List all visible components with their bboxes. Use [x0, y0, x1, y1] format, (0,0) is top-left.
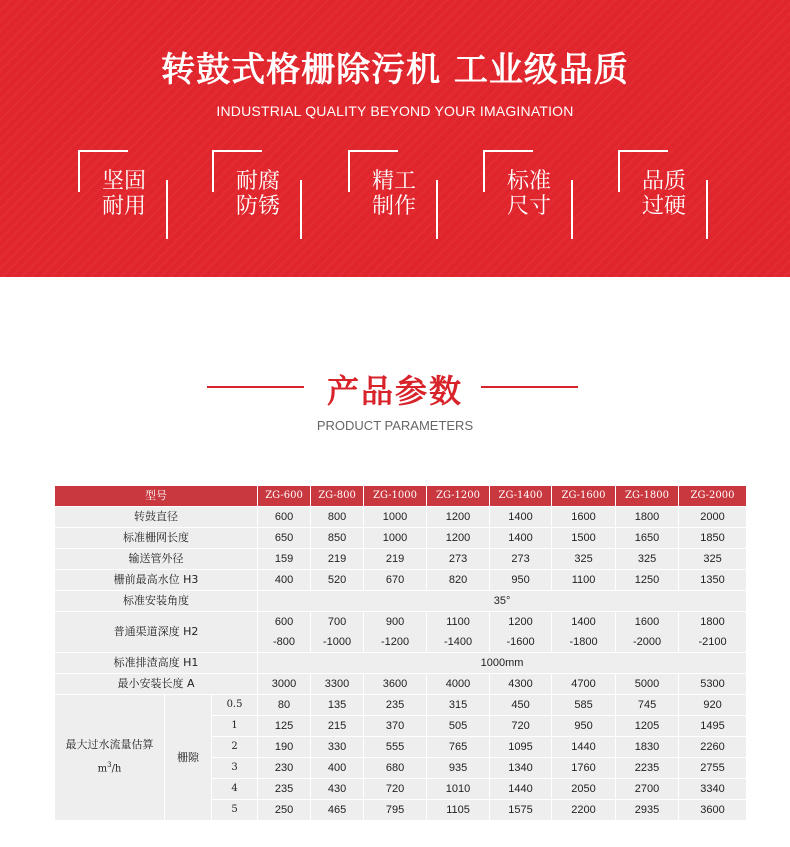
depth-max: -800 — [273, 636, 296, 648]
table-cell: 190 — [258, 737, 310, 757]
depth-max: -1800 — [569, 636, 598, 648]
parameter-table — [54, 485, 747, 821]
table-cell: 3600 — [679, 800, 746, 820]
table-cell: 250 — [258, 800, 310, 820]
table-cell: 795 — [364, 800, 426, 820]
gap-value: 2 — [212, 737, 257, 757]
depth-min: 700 — [327, 616, 347, 628]
table-cell: 2700 — [616, 779, 678, 799]
depth-min: 1200 — [508, 616, 533, 628]
table-cell: 219 — [364, 549, 426, 569]
depth-max: -1400 — [443, 636, 473, 648]
table-cell: 219 — [311, 549, 363, 569]
table-cell: 670 — [364, 570, 426, 590]
depth-min: 600 — [274, 616, 294, 628]
depth-min: 1400 — [571, 616, 596, 628]
table-row — [55, 549, 746, 569]
feature-label-line1: 标准 — [506, 169, 551, 194]
table-cell: 1830 — [616, 737, 678, 757]
row-label: 标准安装角度 — [55, 591, 257, 611]
header-model: ZG-800 — [311, 486, 363, 506]
table-cell: 680 — [364, 758, 426, 778]
table-cell: 3600 — [364, 674, 426, 694]
gap-value: 1 — [212, 716, 257, 736]
table-cell: 450 — [490, 695, 551, 715]
gap-value: 5 — [212, 800, 257, 820]
table-cell: 400 — [311, 758, 363, 778]
flow-label — [55, 695, 164, 820]
hero-banner — [0, 0, 790, 277]
table-cell: 1760 — [552, 758, 615, 778]
feature-label-line1: 品质 — [641, 169, 686, 194]
section-subtitle: PRODUCT PARAMETERS — [316, 418, 474, 433]
depth-max: -1000 — [322, 636, 352, 648]
table-cell: 1400 — [490, 507, 551, 527]
table-cell: 950 — [552, 716, 615, 736]
table-cell: 1340 — [490, 758, 551, 778]
table-cell: 2000 — [679, 507, 746, 527]
table-cell: 1200 — [427, 528, 489, 548]
flow-label-text: 最大过水流量估算 — [65, 738, 154, 752]
discharge-height-value: 1000mm — [258, 653, 746, 673]
feature-label-line2: 耐用 — [101, 194, 146, 219]
flow-unit-exp: 3 — [107, 761, 112, 770]
gap-value: 3 — [212, 758, 257, 778]
table-row — [55, 570, 746, 590]
banner-title: 转鼓式格栅除污机 工业级品质 — [161, 50, 629, 90]
row-label: 普通渠道深度 H2 — [55, 612, 257, 652]
table-cell: 520 — [311, 570, 363, 590]
depth-min: 1600 — [634, 616, 660, 628]
row-label: 输送管外径 — [55, 549, 257, 569]
table-row — [55, 612, 746, 652]
depth-min: 900 — [385, 616, 405, 628]
depth-max: -2100 — [698, 636, 727, 648]
table-cell: 600 — [258, 507, 310, 527]
table-cell: 1850 — [679, 528, 746, 548]
table-cell: 1000 — [364, 507, 426, 527]
table-cell: 4700 — [552, 674, 615, 694]
table-cell: 720 — [364, 779, 426, 799]
gap-label: 栅隙 — [165, 695, 211, 820]
table-cell: 135 — [311, 695, 363, 715]
table-cell: 5000 — [616, 674, 678, 694]
table-cell: 125 — [258, 716, 310, 736]
table-cell: 1010 — [427, 779, 489, 799]
table-cell: 585 — [552, 695, 615, 715]
table-cell: 3300 — [311, 674, 363, 694]
depth-min: 1100 — [446, 616, 470, 628]
table-cell: 935 — [427, 758, 489, 778]
table-cell: 505 — [427, 716, 489, 736]
header-model: ZG-2000 — [679, 486, 746, 506]
table-cell: 650 — [258, 528, 310, 548]
table-row — [55, 653, 746, 673]
table-cell: 1650 — [616, 528, 678, 548]
row-label: 标准栅网长度 — [55, 528, 257, 548]
feature-label-line2: 尺寸 — [506, 194, 551, 219]
feature-badge-sturdy — [78, 150, 168, 239]
table-cell: 1205 — [616, 716, 678, 736]
table-cell: 1440 — [552, 737, 615, 757]
table-cell: 2935 — [616, 800, 678, 820]
table-cell: 2755 — [679, 758, 746, 778]
table-cell: 950 — [490, 570, 551, 590]
table-cell: 400 — [258, 570, 310, 590]
depth-max: -1600 — [506, 636, 535, 648]
table-cell: 1095 — [490, 737, 551, 757]
table-cell: 80 — [258, 695, 310, 715]
header-model: ZG-1400 — [490, 486, 551, 506]
header-model: ZG-600 — [258, 486, 310, 506]
table-cell: 745 — [616, 695, 678, 715]
feature-label-line2: 制作 — [371, 194, 416, 219]
table-cell: 315 — [427, 695, 489, 715]
table-cell: 273 — [490, 549, 551, 569]
table-row — [55, 591, 746, 611]
feature-label-line2: 防锈 — [235, 194, 280, 219]
install-angle-value: 35° — [258, 591, 746, 611]
table-cell: 1500 — [552, 528, 615, 548]
table-cell: 1105 — [427, 800, 489, 820]
table-cell: 1350 — [679, 570, 746, 590]
depth-max: -2000 — [632, 636, 662, 648]
row-label: 转鼓直径 — [55, 507, 257, 527]
feature-label-line1: 坚固 — [101, 169, 146, 194]
table-cell: 920 — [679, 695, 746, 715]
table-cell: 325 — [616, 549, 678, 569]
table-cell: 465 — [311, 800, 363, 820]
table-cell: 430 — [311, 779, 363, 799]
feature-label-line1: 精工 — [371, 169, 416, 194]
feature-badge-anticorrosion — [212, 150, 302, 239]
row-label: 标准排渣高度 H1 — [55, 653, 257, 673]
flow-unit — [55, 758, 164, 776]
table-header-row — [55, 486, 746, 506]
feature-label-line1: 耐腐 — [235, 169, 280, 194]
table-cell: 1100 — [552, 570, 615, 590]
table-cell: 850 — [311, 528, 363, 548]
table-row — [55, 674, 746, 694]
table-cell: 4300 — [490, 674, 551, 694]
gap-value: 4 — [212, 779, 257, 799]
table-cell: 2260 — [679, 737, 746, 757]
header-model: ZG-1600 — [552, 486, 615, 506]
table-row — [55, 695, 746, 715]
table-cell: 3340 — [679, 779, 746, 799]
table-cell: 1600 — [552, 507, 615, 527]
table-cell: 230 — [258, 758, 310, 778]
table-cell: 159 — [258, 549, 310, 569]
table-cell: 820 — [427, 570, 489, 590]
table-cell: 765 — [427, 737, 489, 757]
table-cell: 1575 — [490, 800, 551, 820]
table-cell: 235 — [258, 779, 310, 799]
table-cell: 330 — [311, 737, 363, 757]
header-model: ZG-1200 — [427, 486, 489, 506]
table-cell: 325 — [679, 549, 746, 569]
table-cell: 1495 — [679, 716, 746, 736]
table-cell: 1000 — [364, 528, 426, 548]
table-cell: 5300 — [679, 674, 746, 694]
row-label: 栅前最高水位 H3 — [55, 570, 257, 590]
table-cell: 4000 — [427, 674, 489, 694]
depth-max: -1200 — [380, 636, 410, 648]
table-cell: 800 — [311, 507, 363, 527]
table-cell: 273 — [427, 549, 489, 569]
table-cell: 325 — [552, 549, 615, 569]
header-model-label: 型号 — [55, 486, 257, 506]
feature-badge-quality — [618, 150, 708, 239]
table-cell: 1800 — [616, 507, 678, 527]
table-cell: 215 — [311, 716, 363, 736]
section-title: 产品参数 — [326, 372, 463, 410]
table-cell: 2050 — [552, 779, 615, 799]
table-cell: 1440 — [490, 779, 551, 799]
flow-unit-tail: /h — [111, 763, 122, 775]
table-cell: 370 — [364, 716, 426, 736]
table-cell: 1250 — [616, 570, 678, 590]
gap-value: 0.5 — [212, 695, 257, 715]
table-cell: 720 — [490, 716, 551, 736]
depth-min: 1800 — [700, 616, 725, 628]
banner-subtitle: INDUSTRIAL QUALITY BEYOND YOUR IMAGINATION — [216, 103, 574, 119]
header-model: ZG-1800 — [616, 486, 678, 506]
feature-badge-craftsmanship — [348, 150, 438, 239]
table-cell: 1200 — [427, 507, 489, 527]
table-cell: 2200 — [552, 800, 615, 820]
feature-label-line2: 过硬 — [641, 194, 686, 219]
table-cell: 1400 — [490, 528, 551, 548]
table-cell: 3000 — [258, 674, 310, 694]
flow-unit-base: m — [97, 763, 108, 775]
table-row — [55, 507, 746, 527]
table-row — [55, 528, 746, 548]
row-label: 最小安装长度 A — [55, 674, 257, 694]
table-cell: 2235 — [616, 758, 678, 778]
table-cell: 235 — [364, 695, 426, 715]
feature-badge-standard-size — [483, 150, 573, 239]
table-cell: 555 — [364, 737, 426, 757]
header-model: ZG-1000 — [364, 486, 426, 506]
